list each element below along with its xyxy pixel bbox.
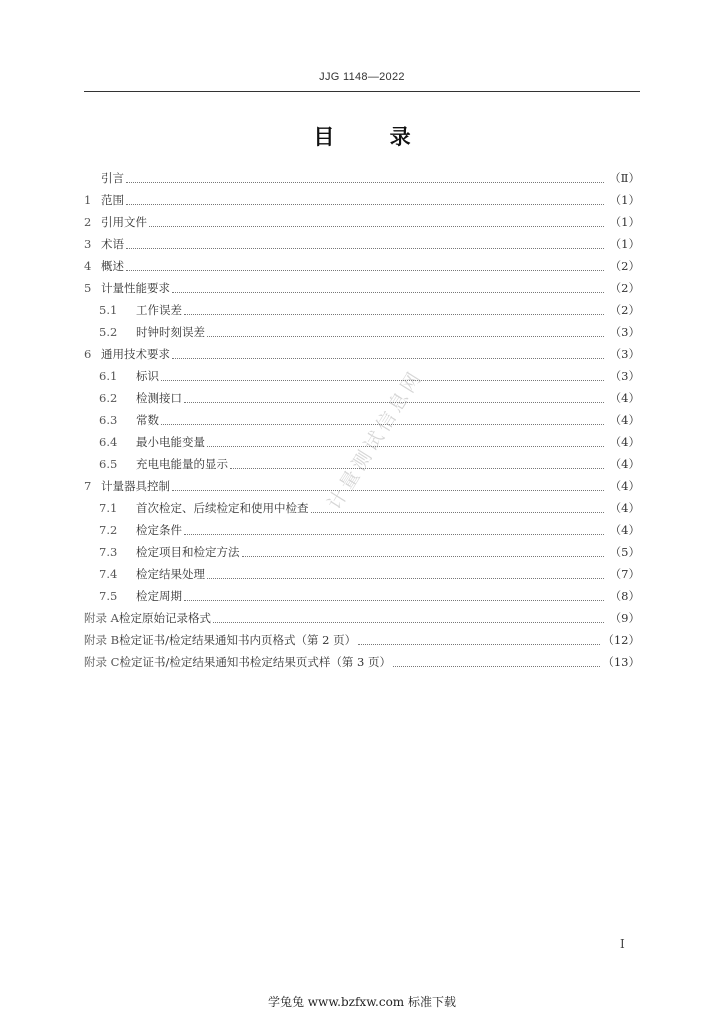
toc-entry-page: （3） (609, 325, 640, 339)
toc-entry-label: 检定证书/检定结果通知书内页格式（第 2 页） (119, 633, 357, 647)
table-of-contents (84, 167, 640, 673)
toc-entry-title (84, 651, 391, 673)
toc-entry-title (99, 409, 159, 431)
footer-site-text: 学兔兔 www.bzfxw.com 标准下载 (267, 995, 457, 1009)
toc-entry-number: 7 (84, 479, 92, 493)
toc-entry[interactable] (84, 189, 640, 211)
toc-entry[interactable] (84, 585, 640, 607)
toc-entry[interactable] (84, 629, 640, 651)
toc-entry-page: （2） (609, 303, 640, 317)
toc-entry-label: 首次检定、后续检定和使用中检查 (136, 501, 309, 515)
toc-entry[interactable] (84, 343, 640, 365)
toc-leader-dots (207, 336, 604, 337)
toc-entry-title (99, 541, 240, 563)
toc-entry[interactable] (84, 409, 640, 431)
toc-entry-title (84, 211, 147, 233)
toc-entry-label: 概述 (101, 259, 124, 273)
toc-entry-page: （4） (609, 391, 640, 405)
toc-entry-title (84, 189, 124, 211)
toc-entry-page: （4） (609, 501, 640, 515)
toc-entry-page: （4） (609, 457, 640, 471)
toc-entry-label: 最小电能变量 (136, 435, 205, 449)
toc-entry-number: 6.3 (99, 413, 118, 427)
toc-entry[interactable] (84, 431, 640, 453)
toc-leader-dots (172, 358, 604, 359)
toc-entry[interactable] (84, 321, 640, 343)
toc-leader-dots (184, 314, 604, 315)
toc-entry-page: （3） (609, 369, 640, 383)
toc-entry-title (99, 431, 205, 453)
toc-leader-dots (126, 182, 604, 183)
toc-entry-label: 引言 (101, 171, 124, 185)
toc-entry-page: （2） (609, 281, 640, 295)
toc-entry-title (84, 343, 170, 365)
toc-entry-number: 3 (84, 237, 92, 251)
toc-entry[interactable] (84, 387, 640, 409)
toc-entry-number: 7.3 (99, 545, 118, 559)
toc-entry-title (84, 475, 170, 497)
toc-leader-dots (126, 204, 604, 205)
toc-entry-label: 检定条件 (136, 523, 182, 537)
toc-entry-title (84, 233, 124, 255)
toc-leader-dots (311, 512, 605, 513)
toc-entry-number: 2 (84, 215, 92, 229)
toc-leader-dots (393, 666, 600, 667)
toc-leader-dots (213, 622, 604, 623)
toc-entry[interactable] (84, 651, 640, 673)
toc-entry[interactable] (84, 255, 640, 277)
toc-entry-number: 7.4 (99, 567, 118, 581)
toc-leader-dots (358, 644, 600, 645)
toc-entry-number: 6.5 (99, 457, 118, 471)
toc-entry-title (84, 167, 124, 189)
toc-entry-page: （8） (609, 589, 640, 603)
toc-entry[interactable] (84, 365, 640, 387)
toc-entry-page: （5） (609, 545, 640, 559)
toc-entry[interactable] (84, 541, 640, 563)
toc-entry-label: 时钟时刻误差 (136, 325, 205, 339)
toc-entry-label: 常数 (136, 413, 159, 427)
toc-entry-number: 4 (84, 259, 92, 273)
toc-entry-title (99, 299, 182, 321)
toc-entry-number: 6.2 (99, 391, 118, 405)
toc-entry-title (99, 321, 205, 343)
toc-entry-page: （4） (609, 479, 640, 493)
toc-entry-label: 通用技术要求 (101, 347, 170, 361)
toc-entry-number: 5.2 (99, 325, 118, 339)
standard-code: JJG 1148—2022 (319, 71, 405, 83)
toc-leader-dots (161, 380, 604, 381)
toc-leader-dots (207, 578, 604, 579)
toc-entry-number: 7.2 (99, 523, 118, 537)
toc-entry-title (99, 453, 228, 475)
toc-entry-title (99, 585, 182, 607)
toc-entry-page: （1） (609, 237, 640, 251)
toc-entry-label: 检定原始记录格式 (118, 611, 211, 625)
toc-entry-label: 充电电能量的显示 (136, 457, 228, 471)
toc-entry[interactable] (84, 563, 640, 585)
toc-entry-number: 1 (84, 193, 92, 207)
toc-leader-dots (184, 402, 604, 403)
toc-entry-number: 附录 C (84, 655, 120, 669)
toc-entry-number: 6.1 (99, 369, 118, 383)
toc-entry[interactable] (84, 167, 640, 189)
toc-entry[interactable] (84, 497, 640, 519)
toc-entry-page: （4） (609, 435, 640, 449)
toc-entry-label: 计量器具控制 (101, 479, 170, 493)
toc-entry-title (99, 563, 205, 585)
toc-leader-dots (242, 556, 605, 557)
toc-leader-dots (184, 534, 604, 535)
page-title: 目 录 (313, 125, 411, 149)
toc-entry-page: （Ⅱ） (609, 171, 640, 185)
toc-entry-label: 术语 (101, 237, 124, 251)
toc-leader-dots (172, 292, 604, 293)
toc-leader-dots (230, 468, 604, 469)
toc-entry-page: （2） (609, 259, 640, 273)
toc-entry-label: 检定结果处理 (136, 567, 205, 581)
toc-entry-label: 范围 (101, 193, 124, 207)
toc-entry-label: 工作误差 (136, 303, 182, 317)
toc-entry-page: （13） (602, 655, 640, 669)
toc-leader-dots (126, 270, 604, 271)
toc-entry-title (84, 277, 170, 299)
toc-entry-page: （9） (609, 611, 640, 625)
toc-entry-title (84, 629, 356, 651)
toc-entry-title (99, 497, 309, 519)
toc-entry-page: （7） (609, 567, 640, 581)
toc-entry-label: 检测接口 (136, 391, 182, 405)
toc-entry-number: 5 (84, 281, 92, 295)
toc-entry[interactable] (84, 453, 640, 475)
watermark: 计量测试信息网 (323, 365, 428, 514)
toc-entry-page: （3） (609, 347, 640, 361)
toc-entry-label: 计量性能要求 (101, 281, 170, 295)
toc-entry-number: 6 (84, 347, 92, 361)
toc-entry-title (84, 607, 211, 629)
toc-entry-number: 7.1 (99, 501, 118, 515)
toc-leader-dots (126, 248, 604, 249)
toc-entry-number: 附录 B (84, 633, 120, 647)
toc-entry-label: 检定周期 (136, 589, 182, 603)
toc-leader-dots (149, 226, 604, 227)
toc-leader-dots (172, 490, 604, 491)
toc-entry-title (84, 255, 124, 277)
toc-entry-number: 5.1 (99, 303, 118, 317)
toc-entry-page: （4） (609, 523, 640, 537)
toc-entry-number: 7.5 (99, 589, 118, 603)
toc-entry-label: 检定证书/检定结果通知书检定结果页式样（第 3 页） (119, 655, 391, 669)
toc-entry[interactable] (84, 211, 640, 233)
toc-leader-dots (207, 446, 604, 447)
toc-entry[interactable] (84, 607, 640, 629)
toc-entry-page: （1） (609, 193, 640, 207)
toc-entry-label: 引用文件 (101, 215, 147, 229)
toc-entry-number: 6.4 (99, 435, 118, 449)
toc-entry-label: 标识 (136, 369, 159, 383)
toc-entry-page: （4） (609, 413, 640, 427)
toc-entry[interactable] (84, 299, 640, 321)
toc-entry-page: （1） (609, 215, 640, 229)
toc-entry[interactable] (84, 233, 640, 255)
toc-entry-label: 检定项目和检定方法 (136, 545, 240, 559)
page-number: I (620, 937, 625, 951)
toc-entry-title (99, 365, 159, 387)
toc-entry-number: 附录 A (84, 611, 119, 625)
toc-entry-title (99, 519, 182, 541)
toc-entry[interactable] (84, 475, 640, 497)
header-divider (84, 91, 640, 92)
toc-entry[interactable] (84, 519, 640, 541)
toc-entry-page: （12） (602, 633, 640, 647)
toc-entry-title (99, 387, 182, 409)
toc-leader-dots (161, 424, 604, 425)
toc-leader-dots (184, 600, 604, 601)
toc-entry[interactable] (84, 277, 640, 299)
